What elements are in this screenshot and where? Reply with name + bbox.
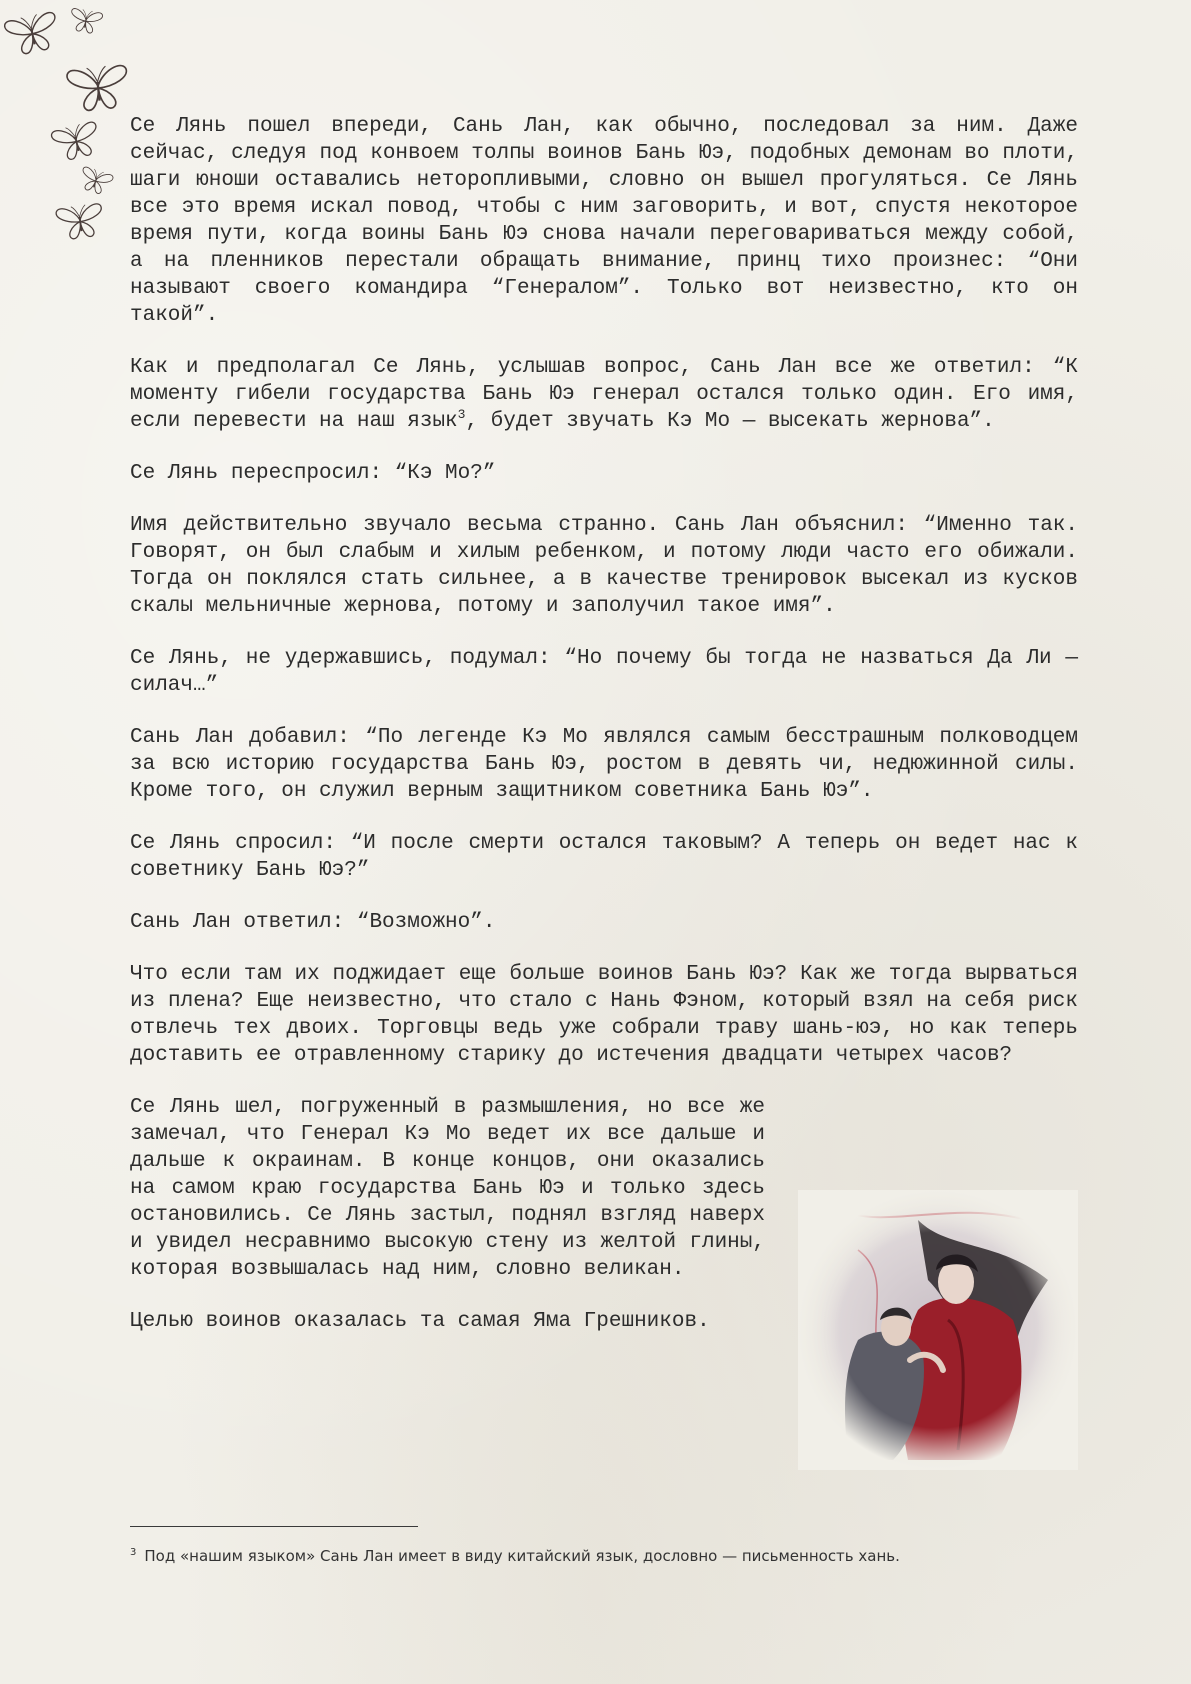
- paragraph-3: Се Лянь переспросил: “Кэ Мо?”: [130, 462, 496, 485]
- footnote-text: Под «нашим языком» Сань Лан имеет в виду китайский язык, дословно — письменность хань.: [144, 1547, 900, 1565]
- paragraph-9: Что если там их поджидает еще больше воинов Бань Юэ? Как же тогда вырваться из плена? Еще неизвестно, что стало с Нань Фэном, который взял на себя риск отвлечь тех двоих. Торговцы ведь уже собрали траву шань-юэ, но как теперь доставить ее отравленному старику до истечения двадцати четырех часов?: [130, 963, 1078, 1067]
- paragraph-10: Се Лянь шел, погруженный в размышления, но все же замечал, что Генерал Кэ Мо ведет их все дальше и дальше к окраинам. В конце концов, они оказались на самом краю государства Бань Юэ и только здесь остановились. Се Лянь застыл, поднял взгляд наверх и увидел несравнимо высокую стену из желтой глины, которая возвышалась над ним, словно великан.: [130, 1096, 765, 1281]
- footnote-divider: [130, 1526, 418, 1527]
- chapter-text: [130, 113, 1078, 1360]
- paragraph-2-before: Как и предполагал Се Лянь, услышав вопрос, Сань Лан все же ответил: “К моменту гибели государства Бань Юэ генерал остался только один. Его имя, если перевести на наш язык: [130, 356, 1078, 433]
- paragraph-11: Целью воинов оказалась та самая Яма Грешников.: [130, 1310, 710, 1333]
- paragraph-5: Се Лянь, не удержавшись, подумал: “Но почему бы тогда не назваться Да Ли — силач…”: [130, 647, 1078, 697]
- paragraph-7: Се Лянь спросил: “И после смерти остался таковым? А теперь он ведет нас к советнику Бань Юэ?”: [130, 832, 1078, 882]
- paragraph-8: Сань Лан ответил: “Возможно”.: [130, 911, 496, 934]
- paragraph-2-after: , будет звучать Кэ Мо — высекать жернова”.: [465, 410, 995, 433]
- paragraph-6: Сань Лан добавил: “По легенде Кэ Мо являлся самым бесстрашным полководцем за всю историю государства Бань Юэ, ростом в девять чи, недюжинной силы. Кроме того, он служил верным защитником советника Бань Юэ”.: [130, 726, 1078, 803]
- paragraph-2: [130, 354, 1078, 435]
- footnote-ref[interactable]: 3: [457, 407, 466, 422]
- footnote: [130, 1543, 1080, 1566]
- illustration-icon: [798, 1190, 1078, 1470]
- paragraph-1: Се Лянь пошел впереди, Сань Лан, как обычно, последовал за ним. Даже сейчас, следуя под конвоем толпы воинов Бань Юэ, подобных демонам во плоти, шаги юноши оставались неторопливыми, словно он вышел прогуляться. Се Лянь все это время искал повод, чтобы с ним заговорить, и вот, спустя некоторое время пути, когда воины Бань Юэ снова начали переговариваться между собой, а на пленников перестали обращать внимание, принц тихо произнес: “Они называют своего командира “Генералом”. Только вот неизвестно, кто он такой”.: [130, 115, 1078, 327]
- paragraph-4: Имя действительно звучало весьма странно. Сань Лан объяснил: “Именно так. Говорят, он был слабым и хилым ребенком, и потому люди часто его обижали. Тогда он поклялся стать сильнее, а в качестве тренировок высекал из кусков скалы мельничные жернова, потому и заполучил такое имя”.: [130, 514, 1078, 618]
- footnote-number: 3: [130, 1547, 137, 1558]
- butterflies-icon: [0, 0, 150, 260]
